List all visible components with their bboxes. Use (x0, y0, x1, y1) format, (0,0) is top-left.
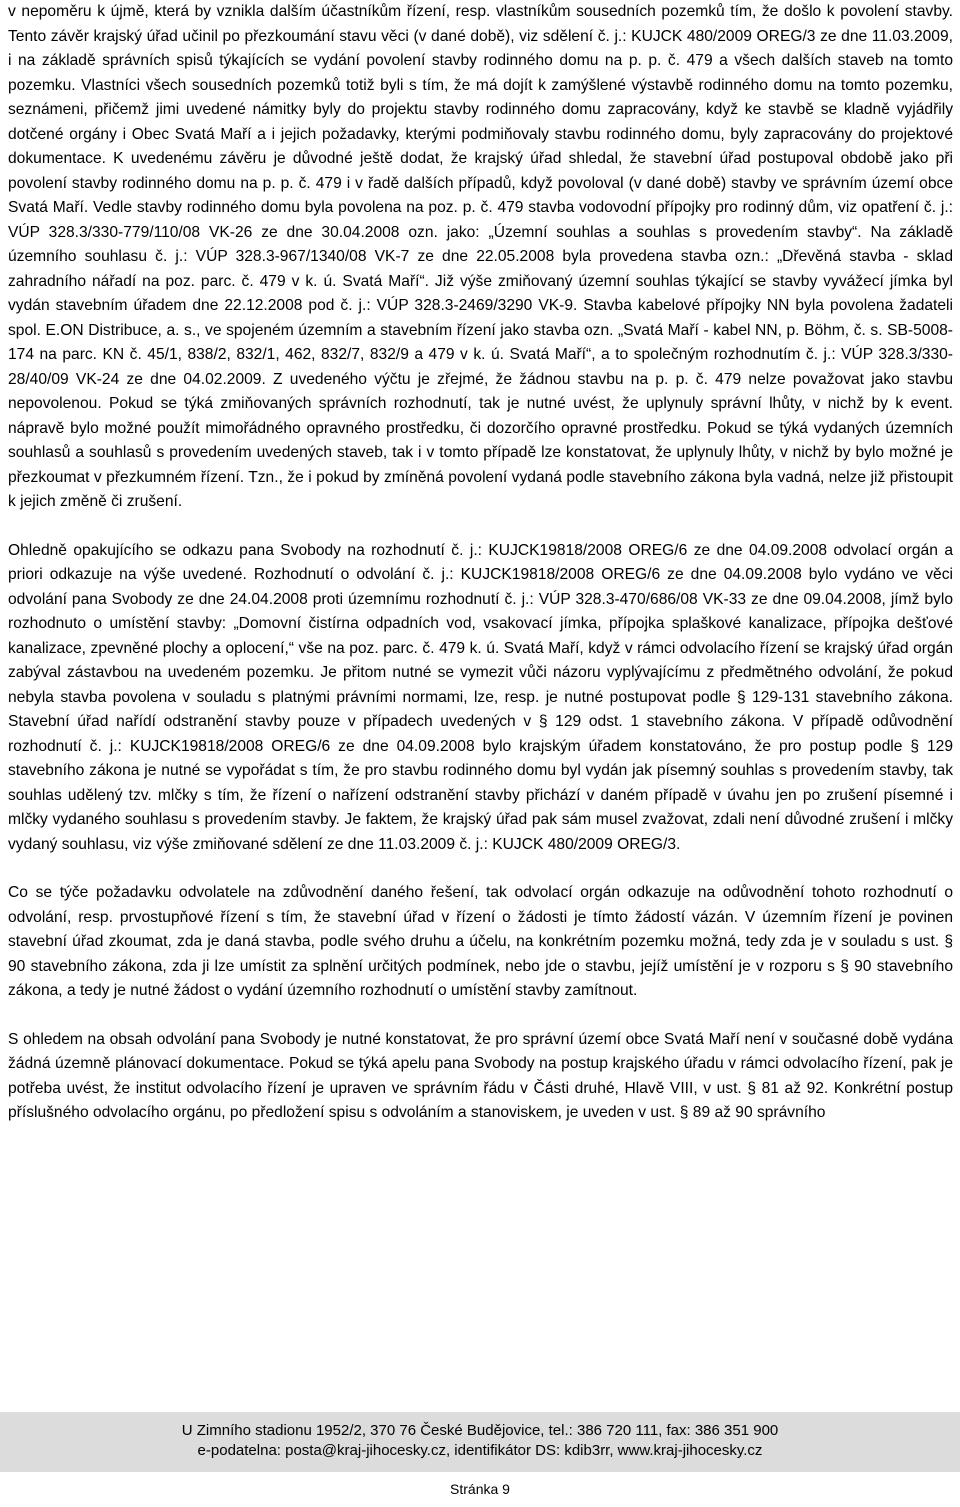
page-number: Stránka 9 (450, 1481, 510, 1497)
document-body (8, 0, 953, 1126)
footer-contacts: e-podatelna: posta@kraj-jihocesky.cz, identifikátor DS: kdib3rr, www.kraj-jihocesky.cz (197, 1442, 763, 1459)
paragraph-spacer (8, 857, 953, 881)
paragraph-1: v nepoměru k újmě, která by vznikla dalším účastníkům řízení, resp. vlastníkům sousedních pozemků tím, že došlo k povolení stavby. Tento závěr krajský úřad učinil po přezkoumání stavu věci (v dané době), viz sdělení č. j.: KUJCK 480/2009 OREG/3 ze dne 11.03.2009, i na základě správních spisů týkajících se vydání povolení stavby rodinného domu na p. p. č. 479 a všech dalších staveb na tomto pozemku. Vlastníci všech sousedních pozemků totiž byli s tím, že má dojít k zamýšlené výstavbě rodinného domu na tomto pozemku, seznámeni, přičemž jimi uvedené námitky byly do projektu stavby rodinného domu zapracovány, když ke stavbě se kladně vyjádřily dotčené orgány i Obec Svatá Maří a i jejich požadavky, kterými podmiňovaly stavbu rodinného domu, byly zapracovány do projektové dokumentace. K uvedenému závěru je důvodné ještě dodat, že krajský úřad shledal, že stavební úřad postupoval obdobě jako při povolení stavby rodinného domu na p. p. č. 479 i v řadě dalších případů, když povoloval (v dané době) stavby ve správním území obce Svatá Maří. Vedle stavby rodinného domu byla povolena na poz. p. č. 479 stavba vodovodní přípojky pro rodinný dům, viz opatření č. j.: VÚP 328.3/330-779/110/08 VK-26 ze dne 30.04.2008 ozn. jako: „Územní souhlas a souhlas s provedením stavby“. Na základě územního souhlasu č. j.: VÚP 328.3-967/1340/08 VK-7 ze dne 22.05.2008 byla provedena stavba ozn.: „Dřevěná stavba - sklad zahradního nářadí na poz. parc. č. 479 v k. ú. Svatá Maří“. Již výše zmiňovaný územní souhlas týkající se stavby vyvážecí jímka byl vydán stavebním úřadem dne 22.12.2008 pod č. j.: VÚP 328.3-2469/3290 VK-9. Stavba kabelové přípojky NN byla povolena žadateli spol. E.ON Distribuce, a. s., ve spojeném územním a stavebním řízení jako stavba ozn. „Svatá Maří - kabel NN, p. Böhm, č. s. SB-5008-174 na parc. KN č. 45/1, 838/2, 832/1, 462, 832/7, 832/9 a 479 v k. ú. Svatá Maří“, a to společným rozhodnutím č. j.: VÚP 328.3/330-28/40/09 VK-24 ze dne 04.02.2009. Z uvedeného výčtu je zřejmé, že žádnou stavbu na p. p. č. 479 nelze považovat jako stavbu nepovolenou. Pokud se týká zmiňovaných správních rozhodnutí, tak je nutné uvést, že uplynuly správní lhůty, v nichž by k event. nápravě bylo možné použít mimořádného opravného prostředku, či dozorčího opravné prostředku. Pokud se týká vydaných územních souhlasů a souhlasů s provedením uvedených staveb, tak i v tomto případě lze konstatovat, že uplynuly lhůty, v nichž by bylo možné je přezkoumat v přezkumném řízení. Tzn., že i pokud by zmíněná povolení vydaná podle stavebního zákona byla vadná, nelze již přistoupit k jejich změně či zrušení. (8, 3, 953, 510)
footer-address: U Zimního stadionu 1952/2, 370 76 České Budějovice, tel.: 386 720 111, fax: 386 351 900 (181, 1422, 779, 1439)
paragraph-spacer (8, 515, 953, 539)
paragraph-4: S ohledem na obsah odvolání pana Svobody je nutné konstatovat, že pro správní území obce Svatá Maří není v současné době vydána žádná územně plánovací dokumentace. Pokud se týká apelu pana Svobody na postup krajského úřadu v rámci odvolacího řízení, pak je potřeba uvést, že institut odvolacího řízení je upraven ve správním řádu v Části druhé, Hlavě VIII, v ust. § 81 až 92. Konkrétní postup příslušného odvolacího orgánu, po předložení spisu s odvoláním a stanoviskem, je uveden v ust. § 89 až 90 správního (8, 1030, 953, 1121)
paragraph-3: Co se týče požadavku odvolatele na zdůvodnění daného řešení, tak odvolací orgán odkazuje na odůvodnění tohoto rozhodnutí o odvolání, resp. prvostupňové řízení s tím, že stavební úřad v řízení o žádosti je tímto žádostí vázán. V územním řízení je povinen stavební úřad zkoumat, zda je daná stavba, podle svého druhu a účelu, na konkrétním pozemku možná, tedy zda je v souladu s ust. § 90 stavebního zákona, zda ji lze umístit za splnění určitých podmínek, nebo jde o stavbu, jejíž umístění je v rozporu s § 90 stavebního zákona, a tedy je nutné žádost o vydání územního rozhodnutí o umístění stavby zamítnout. (8, 884, 953, 999)
paragraph-spacer (8, 1004, 953, 1028)
paragraph-2: Ohledně opakujícího se odkazu pana Svobody na rozhodnutí č. j.: KUJCK19818/2008 OREG/6 ze dne 04.09.2008 odvolací orgán a priori odkazuje na výše uvedené. Rozhodnutí o odvolání č. j.: KUJCK19818/2008 OREG/6 ze dne 04.09.2008 bylo vydáno ve věci odvolání pana Svobody ze dne 24.04.2008 proti územnímu rozhodnutí č. j.: VÚP 328.3-470/686/08 VK-33 ze dne 09.04.2008, jímž bylo rozhodnuto o umístění stavby: „Domovní čistírna odpadních vod, vsakovací jímka, přípojka splaškové kanalizace, přípojka dešťové kanalizace, zpevněné plochy a oplocení,“ vše na poz. parc. č. 479 k. ú. Svatá Maří, když v rámci odvolacího řízení se krajský úřad orgán zabýval zástavbou na uvedeném pozemku. Je přitom nutné se vymezit vůči názoru vyplývajícímu z předmětného odvolání, že pokud nebyla stavba povolena v souladu s platnými právními normami, lze, resp. je nutné postupovat podle § 129-131 stavebního zákona. Stavební úřad nařídí odstranění stavby pouze v případech uvedených v § 129 odst. 1 stavebního zákona. V případě odůvodnění rozhodnutí č. j.: KUJCK19818/2008 OREG/6 ze dne 04.09.2008 bylo krajským úřadem konstatováno, že pro postup podle § 129 stavebního zákona je nutné se vypořádat s tím, že pro stavbu rodinného domu byl vydán jak písemný souhlas s provedením stavby, tak souhlas udělený tzv. mlčky s tím, že řízení o nařízení odstranění stavby přichází v daném případě v úvahu jen po zrušení písemné i mlčky vydaného souhlasu s provedením stavby. Je faktem, že krajský úřad pak sám musel zvažovat, zdali není důvodné zrušení i mlčky vydaný souhlasu, viz výše zmiňované sdělení ze dne 11.03.2009 č. j.: KUJCK 480/2009 OREG/3. (8, 541, 953, 853)
